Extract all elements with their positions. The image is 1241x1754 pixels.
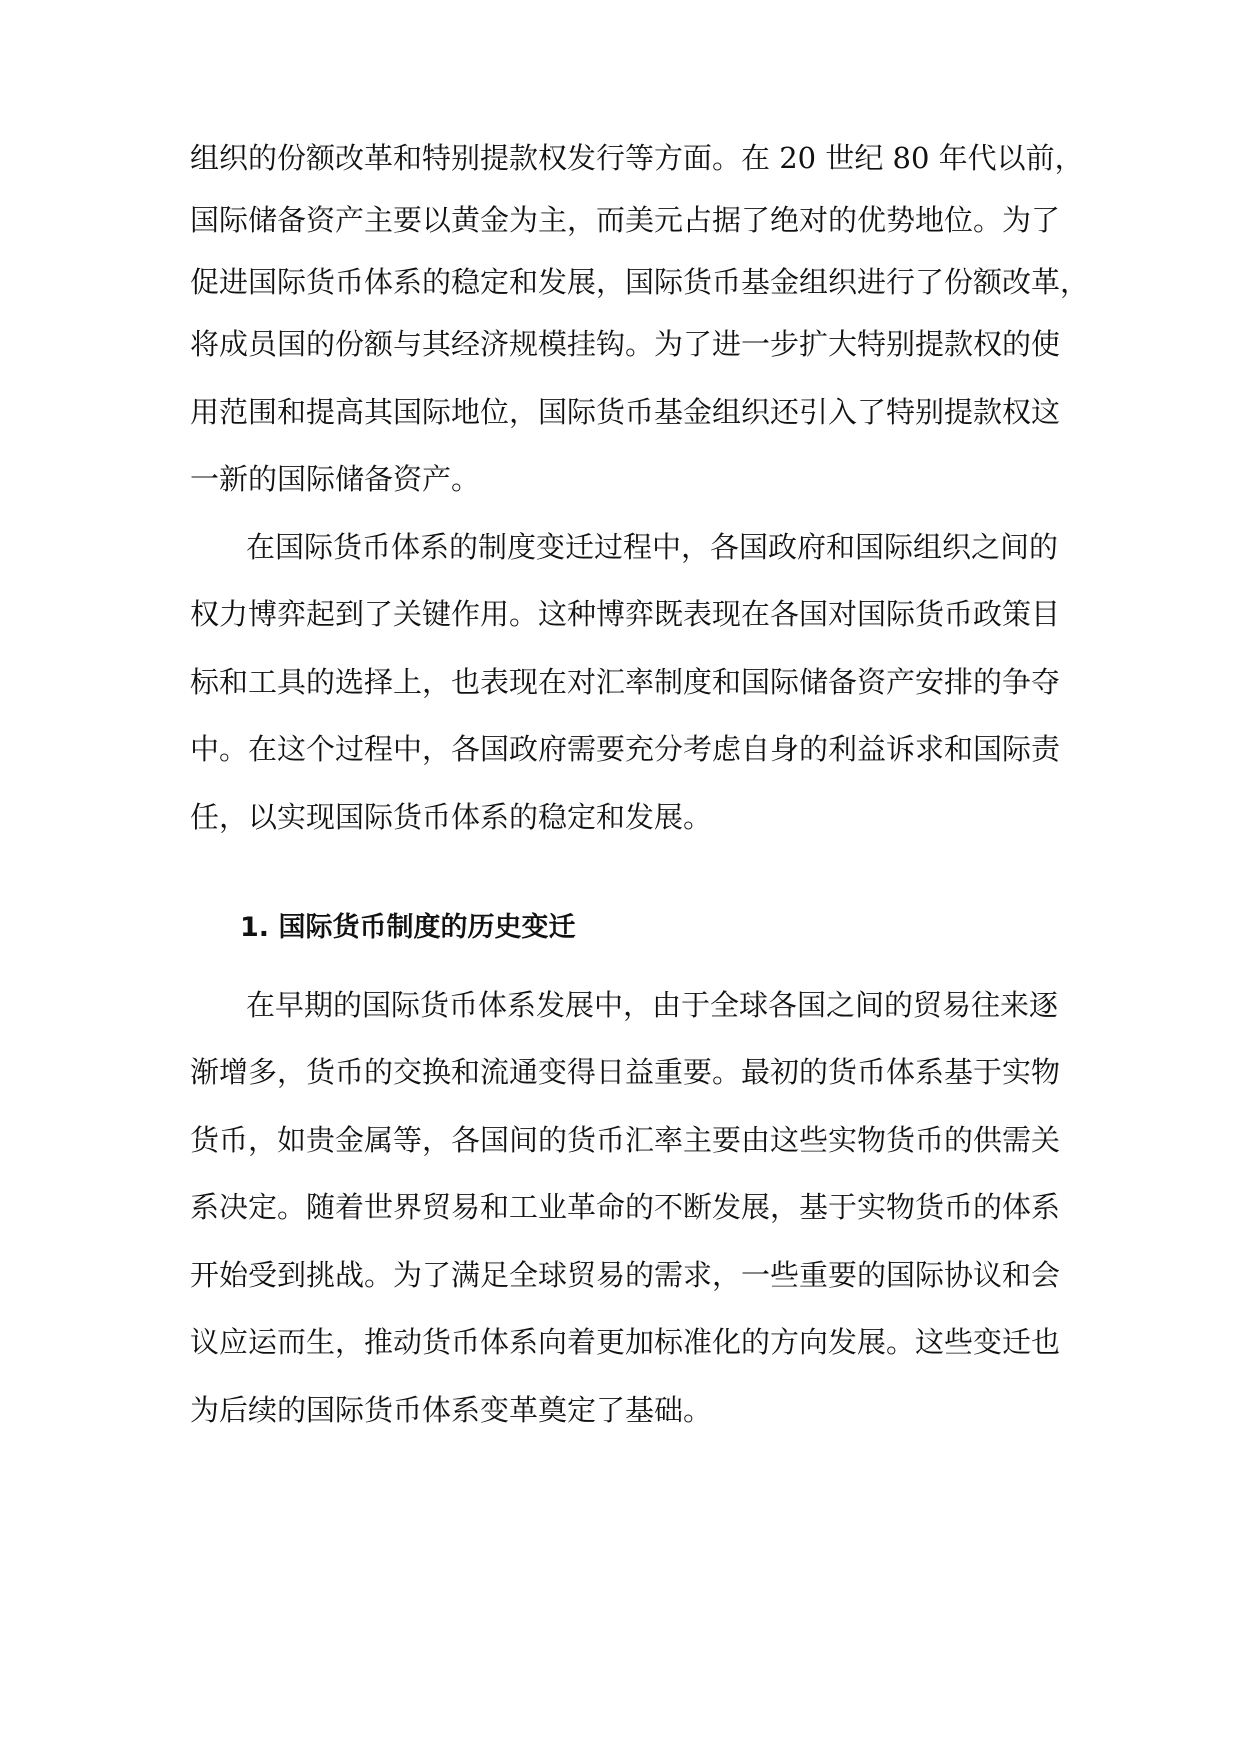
paragraph-2-line-2: 权力博弈起到了关键作用。这种博弈既表现在各国对国际货币政策目 bbox=[190, 597, 1061, 631]
section-paragraph-line-6: 议应运而生，推动货币体系向着更加标准化的方向发展。这些变迁也 bbox=[190, 1325, 1061, 1359]
section-paragraph-line-2: 渐增多，货币的交换和流通变得日益重要。最初的货币体系基于实物 bbox=[190, 1055, 1061, 1089]
paragraph-1-line-5: 用范围和提高其国际地位，国际货币基金组织还引入了特别提款权这 bbox=[190, 395, 1061, 429]
section-heading: 1. 国际货币制度的历史变迁 bbox=[240, 912, 576, 943]
paragraph-2-line-5: 任，以实现国际货币体系的稳定和发展。 bbox=[190, 800, 713, 834]
section-paragraph-line-1: 在早期的国际货币体系发展中，由于全球各国之间的贸易往来逐 bbox=[246, 988, 1059, 1022]
paragraph-1-line-2: 国际储备资产主要以黄金为主，而美元占据了绝对的优势地位。为了 bbox=[190, 203, 1061, 237]
paragraph-2-line-4: 中。在这个过程中，各国政府需要充分考虑自身的利益诉求和国际责 bbox=[190, 732, 1061, 766]
paragraph-2-line-3: 标和工具的选择上，也表现在对汇率制度和国际储备资产安排的争夺 bbox=[190, 665, 1061, 699]
paragraph-1-line-4: 将成员国的份额与其经济规模挂钩。为了进一步扩大特别提款权的使 bbox=[190, 327, 1061, 361]
paragraph-1-line-3: 促进国际货币体系的稳定和发展，国际货币基金组织进行了份额改革， bbox=[190, 265, 1090, 299]
paragraph-1-line-1: 组织的份额改革和特别提款权发行等方面。在 20 世纪 80 年代以前， bbox=[190, 141, 1084, 175]
section-paragraph-line-3: 货币，如贵金属等，各国间的货币汇率主要由这些实物货币的供需关 bbox=[190, 1123, 1061, 1157]
section-paragraph-line-7: 为后续的国际货币体系变革奠定了基础。 bbox=[190, 1393, 713, 1427]
section-paragraph-line-4: 系决定。随着世界贸易和工业革命的不断发展，基于实物货币的体系 bbox=[190, 1190, 1061, 1224]
paragraph-1-line-6: 一新的国际储备资产。 bbox=[190, 462, 481, 496]
section-paragraph-line-5: 开始受到挑战。为了满足全球贸易的需求，一些重要的国际协议和会 bbox=[190, 1258, 1061, 1292]
paragraph-2-line-1: 在国际货币体系的制度变迁过程中，各国政府和国际组织之间的 bbox=[246, 530, 1059, 564]
